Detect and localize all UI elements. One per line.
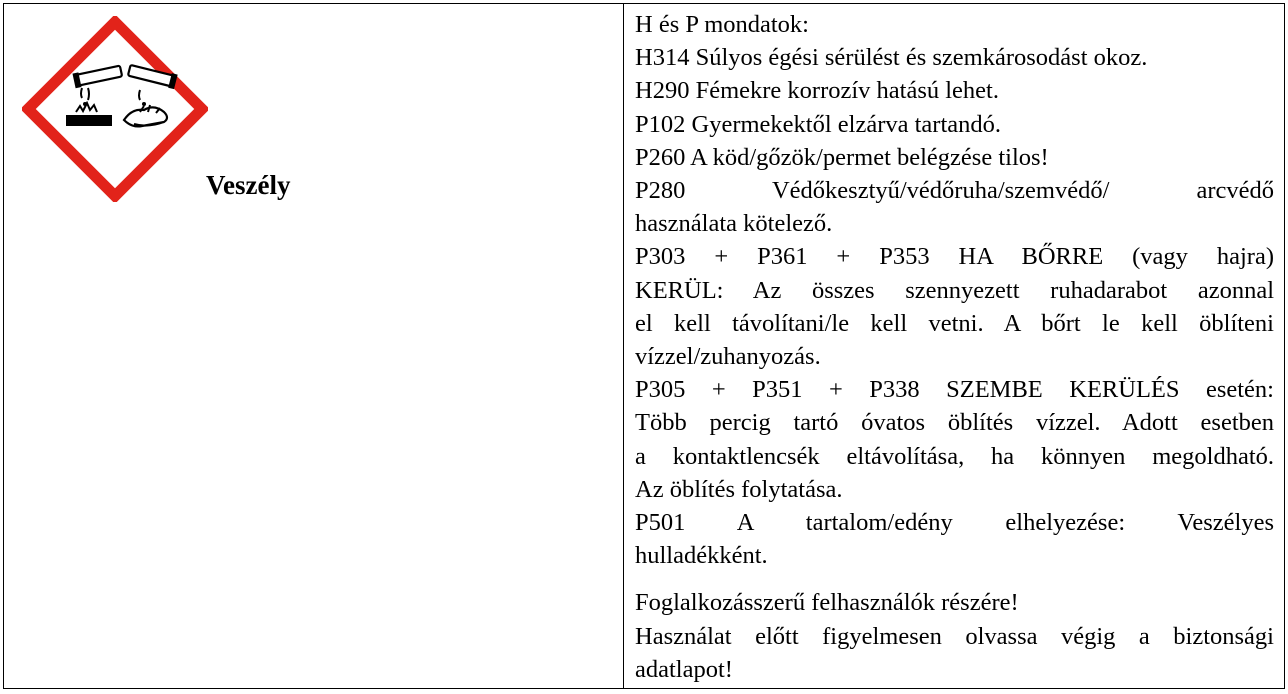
statement-p501-line2: hulladékként. <box>635 542 768 570</box>
statement-p305-line4: Az öblítés folytatása. <box>635 475 843 503</box>
spacer <box>635 572 1274 586</box>
statement-p280-line1: P280 Védőkesztyű/védőruha/szemvédő/ arcvédő <box>635 177 1274 205</box>
hazard-label-table <box>3 3 1285 689</box>
hazard-statements <box>624 4 1284 688</box>
statement-p303-line4: vízzel/zuhanyozás. <box>635 343 821 371</box>
statement-p501-line1: P501 A tartalom/edény elhelyezése: Veszélyes <box>635 509 1274 537</box>
corrosion-icon <box>22 16 208 202</box>
pictogram-cell <box>4 4 624 688</box>
statement-p303-line3: el kell távolítani/le kell vetni. A bőrt le kell öblíteni <box>635 309 1274 337</box>
signal-word: Veszély <box>206 170 291 200</box>
note-line1: Foglalkozásszerű felhasználók részére! <box>635 589 1019 617</box>
statement-p260: P260 A köd/gőzök/permet belégzése tilos! <box>635 143 1049 171</box>
note-line3: adatlapot! <box>635 655 733 683</box>
statement-p303-line2: KERÜL: Az összes szennyezett ruhadarabot azonnal <box>635 276 1274 304</box>
statement-h290: H290 Fémekre korrozív hatású lehet. <box>635 77 999 105</box>
statement-p102: P102 Gyermekektől elzárva tartandó. <box>635 110 1002 138</box>
statement-p305-line1: P305 + P351 + P338 SZEMBE KERÜLÉS esetén: <box>635 376 1274 404</box>
statement-p280-line2: használata kötelező. <box>635 210 833 238</box>
statements-heading: H és P mondatok: <box>635 11 809 38</box>
statement-p305-line2: Több percig tartó óvatos öblítés vízzel. Adott esetben <box>635 409 1274 437</box>
statement-p303-line1: P303 + P361 + P353 HA BŐRRE (vagy hajra) <box>635 243 1274 271</box>
statement-h314: H314 Súlyos égési sérülést és szemkárosodást okoz. <box>635 44 1148 72</box>
note-line2: Használat előtt figyelmesen olvassa végig a biztonsági <box>635 622 1274 650</box>
statement-p305-line3: a kontaktlencsék eltávolítása, ha könnyen megoldható. <box>635 442 1274 470</box>
